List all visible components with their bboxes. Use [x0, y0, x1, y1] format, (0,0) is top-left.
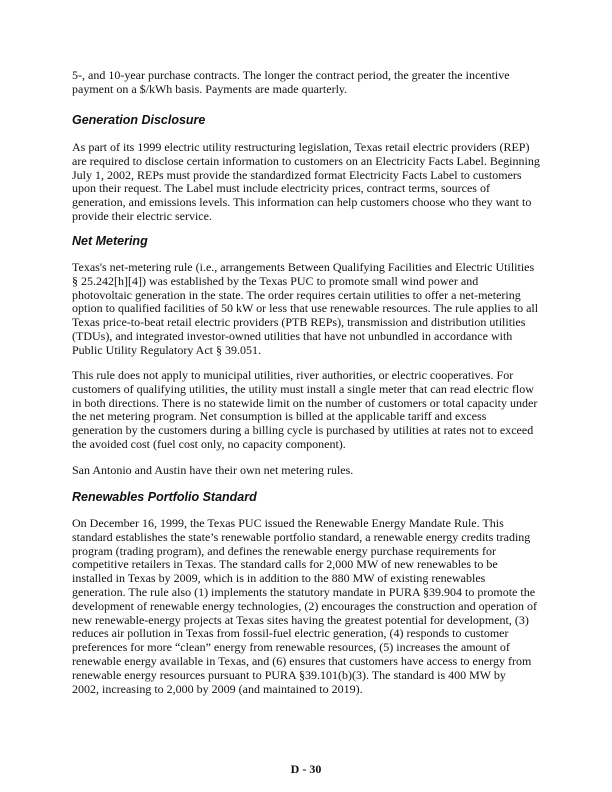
text-line: installed in Texas by 2009, which is in addition to the 880 MW of existing renewables [72, 571, 486, 586]
text-line: program (trading program), and defines the renewable energy purchase requirements for [72, 543, 496, 558]
text-line: Public Utility Regulatory Act § 39.051. [72, 342, 261, 357]
text-line: 5-, and 10-year purchase contracts. The longer the contract period, the greater the incentive [72, 68, 510, 82]
text-line: reduces air pollution in Texas from fossil-fuel electric generation, (4) responds to customer [72, 626, 509, 641]
net-metering-paragraph-3 [72, 464, 552, 478]
text-line: Texas price-to-beat retail electric providers (PTB REPs), transmission and distribution utilities [72, 315, 526, 330]
text-line: standard establishes the state’s renewable portfolio standard, a renewable energy credits trading [72, 529, 531, 544]
net-metering-paragraph-2 [72, 369, 552, 452]
text-line: Texas's net-metering rule (i.e., arrangements Between Qualifying Facilities and Electric Utilities [72, 260, 535, 274]
text-line: This rule does not apply to municipal utilities, river authorities, or electric cooperatives. For [72, 368, 514, 382]
page-number: D - 30 [290, 762, 322, 776]
text-line: generation, and emissions levels. This information can help customers choose who they want to [72, 195, 532, 210]
intro-paragraph [72, 69, 552, 97]
rps-paragraph [72, 517, 552, 696]
text-line: are required to disclose certain information to customers on an Electricity Facts Label. Beginning [72, 153, 540, 168]
text-line: 2002, increasing to 2,000 by 2009 (and maintained to 2019). [72, 681, 363, 696]
text-line: preferences for more “clean” energy from renewable resources, (5) increases the amount of [72, 640, 510, 655]
text-line: customers of qualifying utilities, the utility must install a single meter that can read electric flow [72, 381, 534, 396]
text-line: payment on a $/kWh basis. Payments are made quarterly. [72, 81, 348, 96]
heading-net-metering: Net Metering [72, 234, 148, 248]
text-line: generation. The rule also (1) implements the statutory mandate in PURA §39.904 to promote the [72, 584, 536, 599]
text-line: competitive retailers in Texas. The standard calls for 2,000 MW of new renewables to be [72, 557, 498, 572]
text-line: upon their request. The Label must include electricity prices, contract terms, sources of [72, 181, 490, 196]
text-line: generation by the customers during a billing cycle is purchased by utilities at rates not to exceed [72, 423, 534, 438]
heading-renewables-portfolio-standard: Renewables Portfolio Standard [72, 490, 257, 504]
text-line: renewable energy available in Texas, and (6) ensures that customers have access to energy from [72, 653, 532, 668]
text-line: July 1, 2002, REPs must provide the standardized format Electricity Facts Label to customers [72, 167, 522, 182]
text-line: provide their electric service. [72, 208, 212, 223]
text-line: On December 16, 1999, the Texas PUC issued the Renewable Energy Mandate Rule. This [72, 516, 504, 530]
heading-generation-disclosure: Generation Disclosure [72, 113, 206, 127]
text-line: § 25.242[h][4]) was established by the Texas PUC to promote small wind power and [72, 273, 479, 288]
text-line: new renewable-energy projects at Texas sites having the greatest potential for development, (3) [72, 612, 529, 627]
text-line: development of renewable energy technologies, (2) encourages the construction and operation of [72, 598, 537, 613]
text-line: in both directions. There is no statewide limit on the number of customers or total capacity under [72, 395, 538, 410]
text-line: renewable energy resources pursuant to PURA §39.101(b)(3). The standard is 400 MW by [72, 667, 506, 682]
text-line: (TDUs), and integrated investor-owned utilities that have not unbundled in accordance with [72, 328, 513, 343]
text-line: photovoltaic generation in the state. The order requires certain utilities to offer a net-metering [72, 287, 521, 302]
text-line: As part of its 1999 electric utility restructuring legislation, Texas retail electric providers (REP) [72, 140, 530, 154]
generation-disclosure-paragraph [72, 141, 552, 224]
text-line: the net metering program. Net consumption is billed at the applicable tariff and excess [72, 409, 487, 424]
text-line: San Antonio and Austin have their own net metering rules. [72, 463, 354, 477]
text-line: the avoided cost (fuel cost only, no capacity component). [72, 436, 346, 451]
net-metering-paragraph-1 [72, 261, 552, 358]
text-line: option to qualified facilities of 50 kW or less that use renewable resources. The rule applies to all [72, 301, 539, 316]
